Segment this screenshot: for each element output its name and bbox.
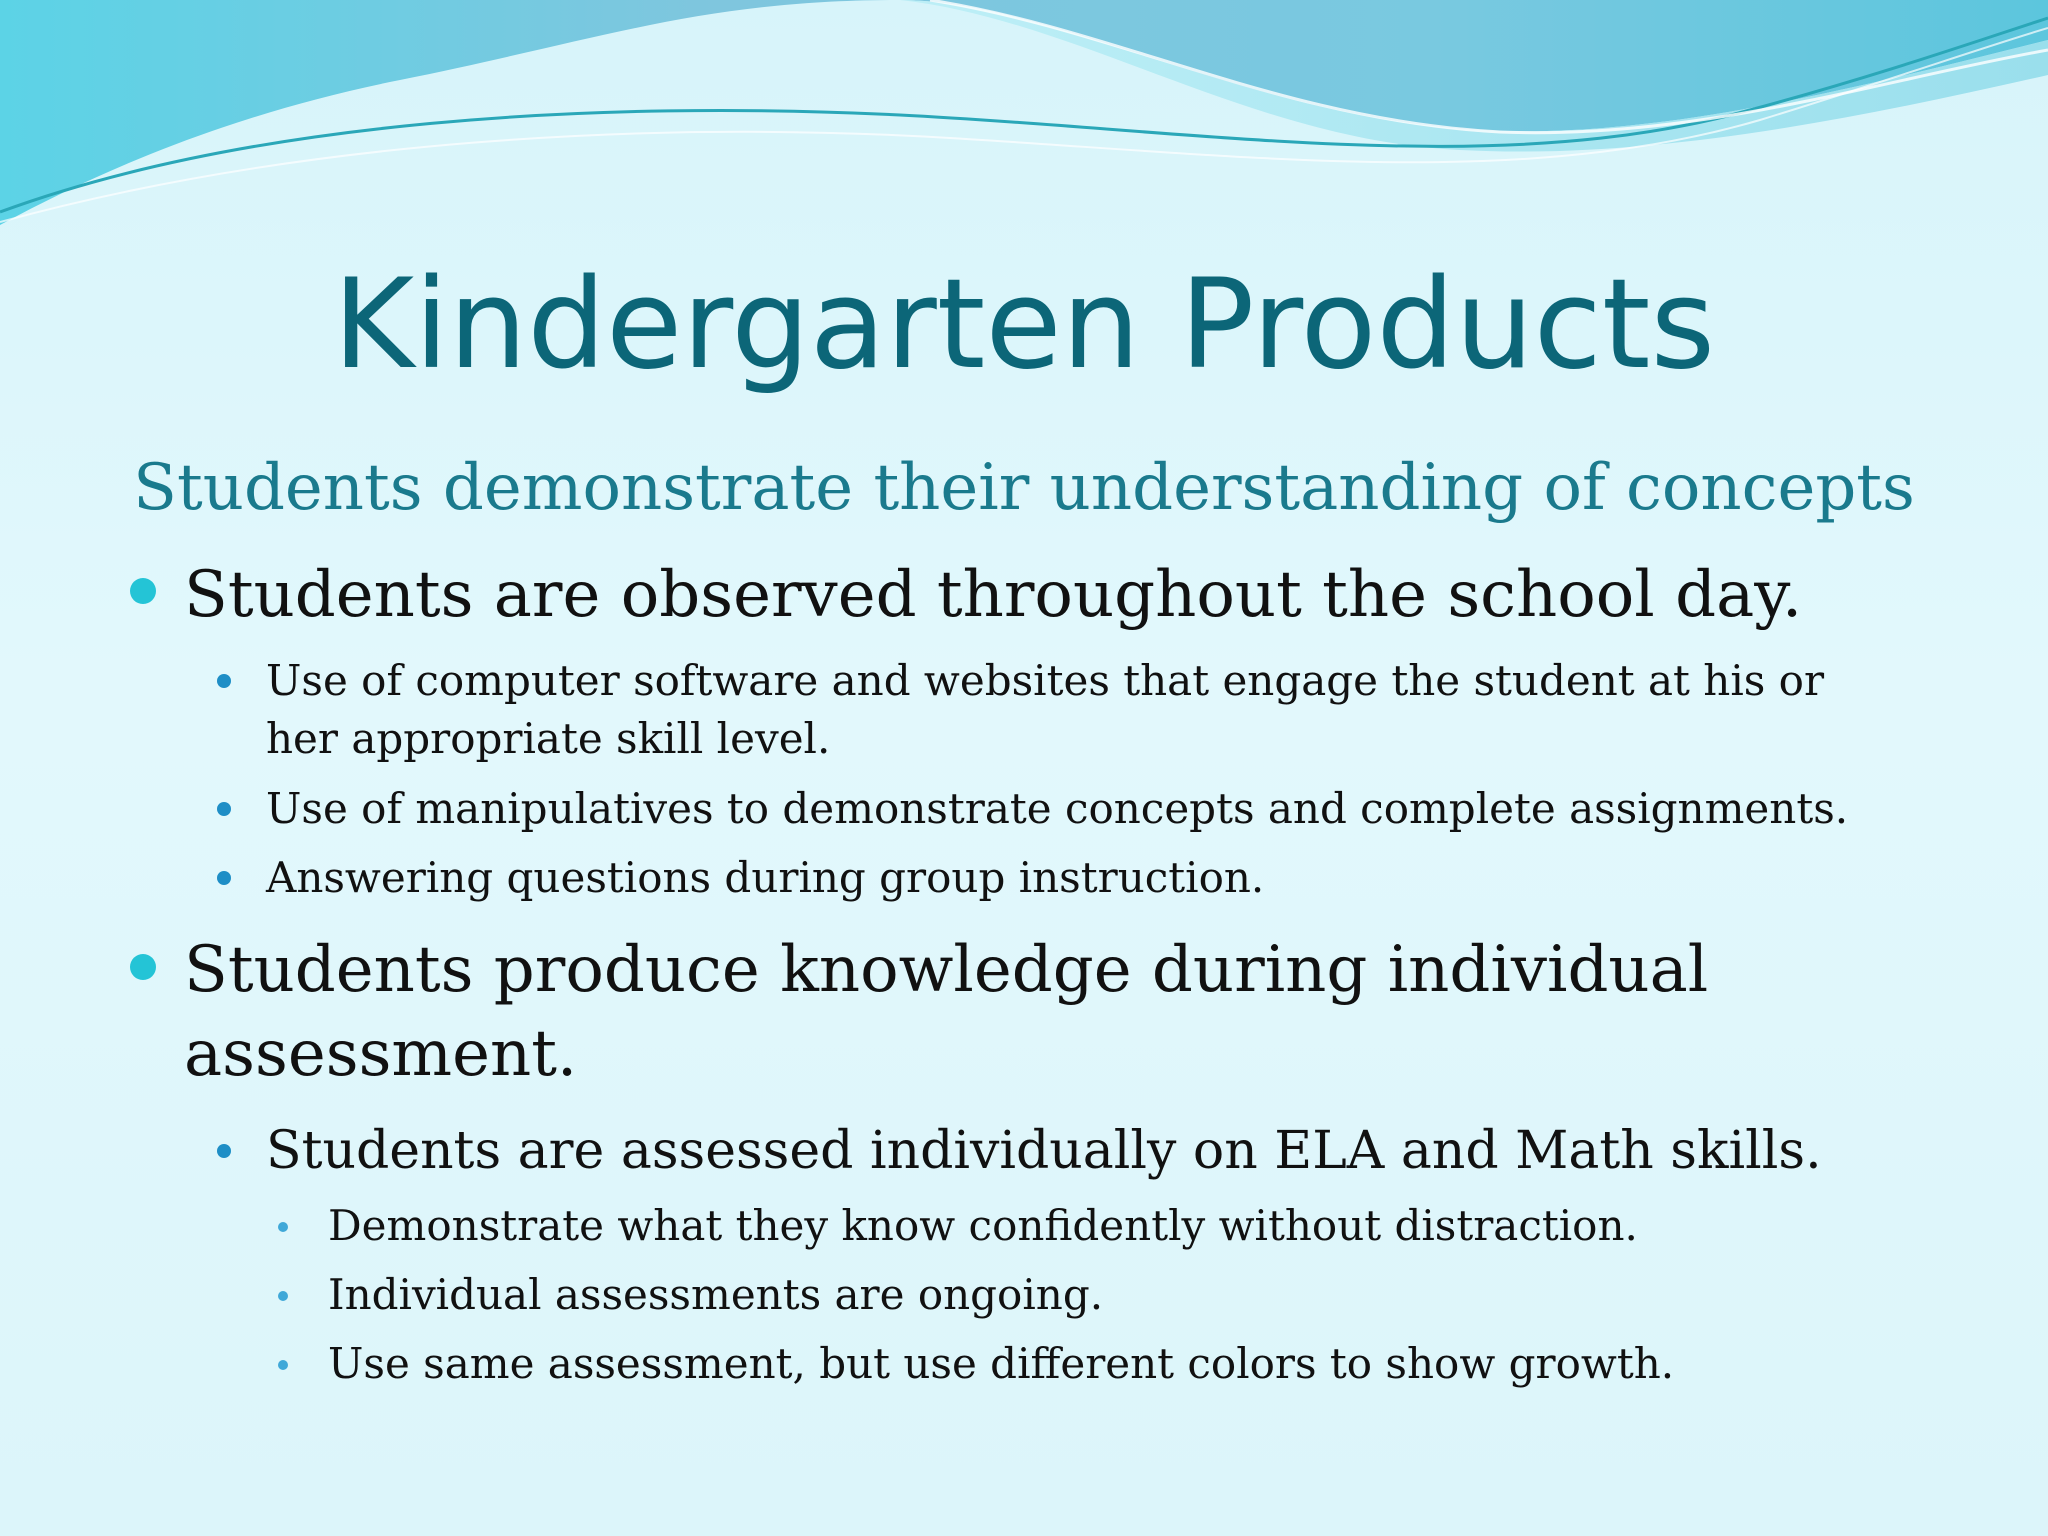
list-item: Students are observed throughout the school day. [184,558,1803,632]
bullet-dot-icon [278,1222,288,1232]
slide-title: Kindergarten Products [332,253,1716,397]
header-wave-decoration [0,0,2048,260]
bullet-dot-icon [217,674,231,688]
list-item: Demonstrate what they know confidently without distraction. [328,1201,1638,1250]
list-item: Use of computer software and websites that engage the student at his or her appropriate skill level. [266,656,1825,763]
list-item: Use of manipulatives to demonstrate concepts and complete assignments. [266,784,1849,833]
bullet-dot-icon [130,954,156,980]
bullet-dot-icon [278,1360,288,1370]
list-item: Students are assessed individually on ELA and Math skills. [266,1121,1822,1181]
bullet-dot-icon [278,1291,288,1301]
bullet-dot-icon [130,578,156,604]
list-item: Answering questions during group instruction. [266,853,1265,902]
list-item: Individual assessments are ongoing. [328,1270,1104,1319]
bullet-dot-icon [217,1144,231,1158]
bullet-dot-icon [217,802,231,816]
slide-subtitle: Students demonstrate their understanding of concepts [133,451,1915,525]
list-item: Students produce knowledge during individual assessment. [184,933,1709,1091]
list-item: Use same assessment, but use different colors to show growth. [328,1339,1675,1388]
bullet-dot-icon [217,871,231,885]
